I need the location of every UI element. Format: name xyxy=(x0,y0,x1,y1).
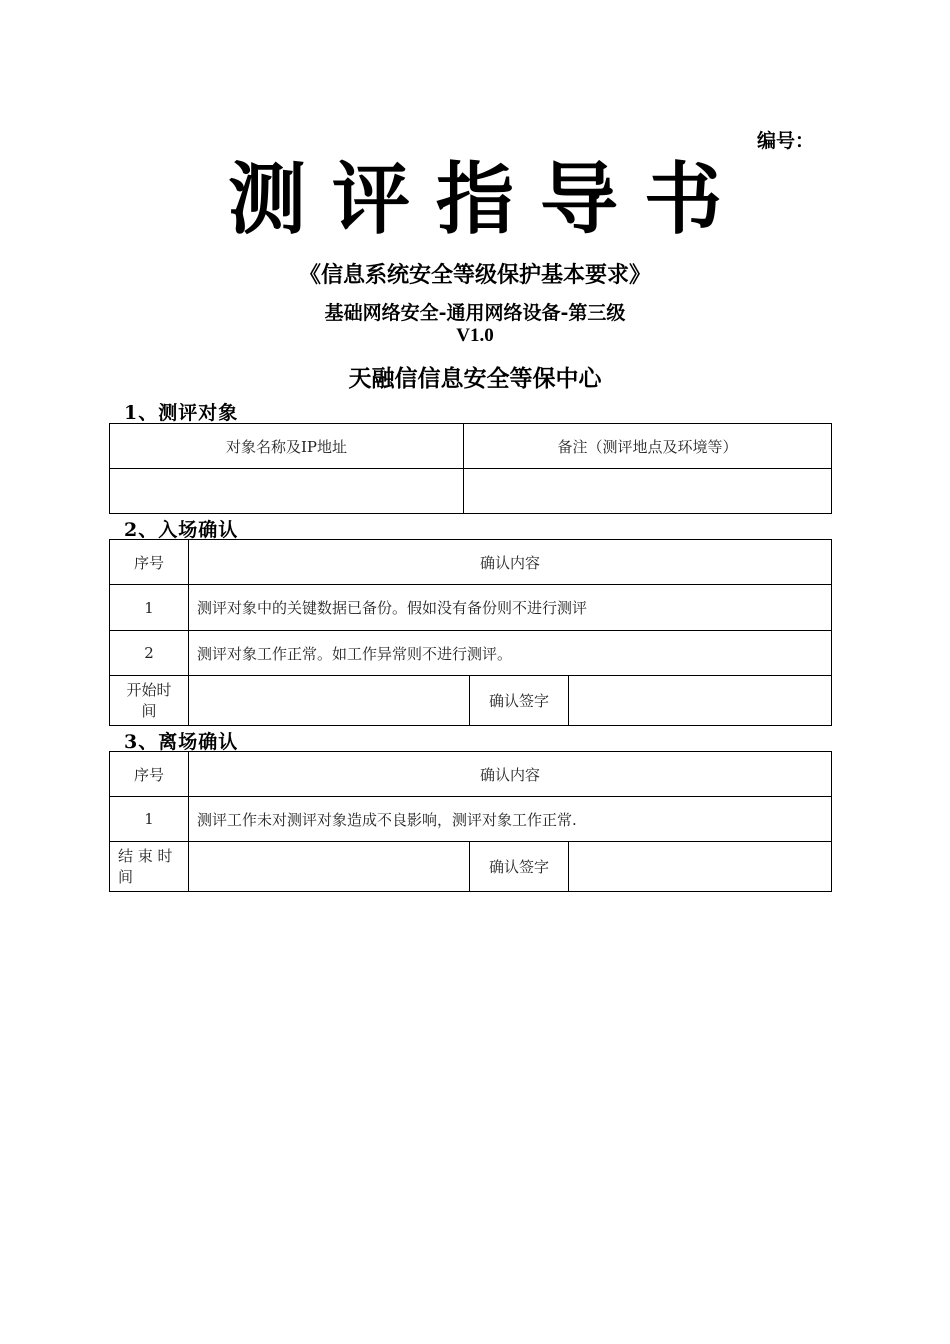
start-time-label-line1: 开始时 xyxy=(126,680,172,699)
document-title: 测评指导书 xyxy=(227,154,748,245)
start-time-label xyxy=(110,676,189,726)
section-heading-target: 1、测评对象 xyxy=(124,402,239,424)
row-content: 测评对象中的关键数据已备份。假如没有备份则不进行测评 xyxy=(189,585,832,631)
start-time-field[interactable] xyxy=(189,676,470,726)
sign-label: 确认签字 xyxy=(470,842,569,892)
serial-number-label: 编号： xyxy=(757,130,815,152)
table-row xyxy=(110,797,832,842)
standard-name: 《信息系统安全等级保护基本要求》 xyxy=(298,262,651,288)
end-time-label xyxy=(110,842,189,892)
column-header-note: 备注（测评地点及环境等） xyxy=(464,424,832,469)
column-header-no: 序号 xyxy=(110,540,189,585)
scope-line: 基础网络安全-通用网络设备-第三级 xyxy=(324,302,626,324)
section-heading-entry: 2、入场确认 xyxy=(124,519,239,541)
column-header-no: 序号 xyxy=(110,752,189,797)
organization-name: 天融信信息安全等保中心 xyxy=(348,365,602,392)
row-number: 1 xyxy=(110,797,189,842)
version-label: V1.0 xyxy=(456,325,494,346)
start-time-label-line2: 间 xyxy=(141,701,157,720)
section-heading-exit: 3、离场确认 xyxy=(124,731,239,753)
end-time-label-line2: 间 xyxy=(118,867,134,886)
column-header-content: 确认内容 xyxy=(189,540,832,585)
row-content: 测评工作未对测评对象造成不良影响，测评对象工作正常. xyxy=(189,797,832,842)
row-content: 测评对象工作正常。如工作异常则不进行测评。 xyxy=(189,631,832,676)
end-time-field[interactable] xyxy=(189,842,470,892)
note-cell[interactable] xyxy=(464,469,832,514)
sign-label: 确认签字 xyxy=(470,676,569,726)
object-name-cell[interactable] xyxy=(110,469,464,514)
target-table xyxy=(109,423,832,514)
table-row xyxy=(110,631,832,676)
column-header-content: 确认内容 xyxy=(189,752,832,797)
exit-confirmation-table xyxy=(109,751,832,892)
signature-field[interactable] xyxy=(569,676,832,726)
row-number: 1 xyxy=(110,585,189,631)
entry-confirmation-table xyxy=(109,539,832,726)
column-header-object-name: 对象名称及IP地址 xyxy=(110,424,464,469)
row-number: 2 xyxy=(110,631,189,676)
signature-field[interactable] xyxy=(569,842,832,892)
end-time-label-line1: 结 束 时 xyxy=(118,846,173,865)
table-row xyxy=(110,585,832,631)
